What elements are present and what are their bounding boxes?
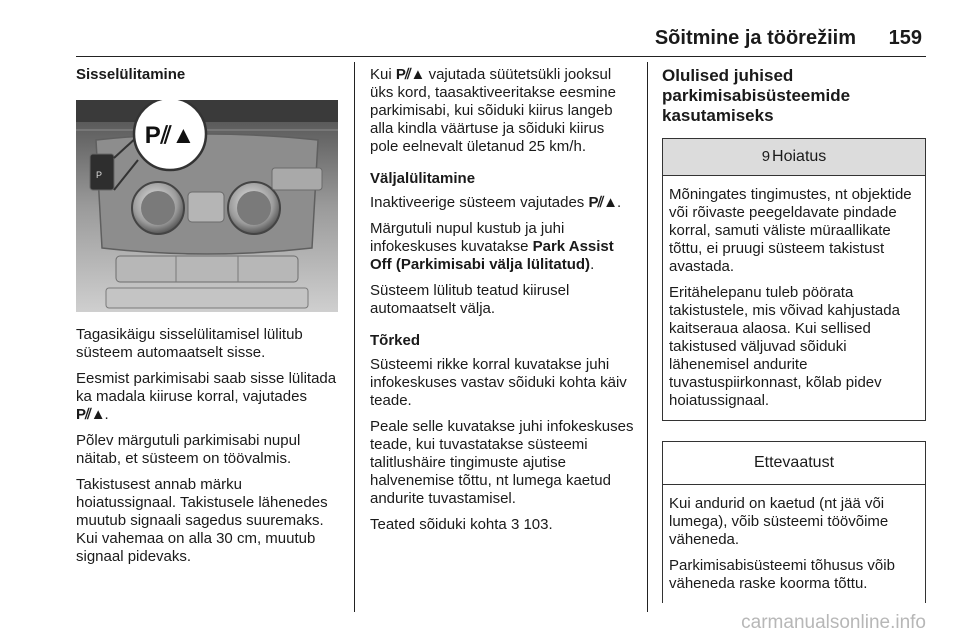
warning-triangle-icon: 9 bbox=[761, 148, 771, 165]
paragraph: Märgutuli nupul kustub ja juhi infokeskuses kuvatakse Park Assist Off (Parkimisabi välja lülitatud). bbox=[370, 220, 614, 273]
paragraph: Parkimisabisüsteemi tõhusus võib väheneda raske koorma tõttu. bbox=[669, 557, 895, 592]
svg-text:P: P bbox=[96, 170, 103, 180]
paragraph: Süsteem lülitub teatud kiirusel automaatselt välja. bbox=[370, 282, 570, 317]
section-heading-faults: Tõrked bbox=[370, 332, 421, 349]
paragraph: Kui P⫽▲ vajutada süütetsükli jooksul üks kord, taasaktiveeritakse eesmine parkimisabi, kui sõiduki kiirus langeb alla kindla väärtuse ja sõiduki kiirus pole eelnevalt ületanud 25 km/h. bbox=[370, 66, 616, 155]
figure-callout-label: P⫽▲ bbox=[144, 122, 196, 149]
paragraph: Teated sõiduki kohta 3 103. bbox=[370, 516, 553, 533]
warning-box bbox=[662, 138, 926, 421]
parking-assist-icon: P⫽▲ bbox=[76, 406, 105, 423]
header-divider bbox=[76, 56, 926, 57]
chapter-title: Sõitmine ja töörežiim bbox=[654, 27, 856, 49]
section-heading-important-notes: Olulised juhised parkimisabisüsteemide kasutamiseks bbox=[662, 66, 851, 125]
column-divider-2 bbox=[647, 62, 648, 612]
column-divider-1 bbox=[354, 62, 355, 612]
caution-box bbox=[662, 441, 926, 603]
parking-assist-icon: P⫽▲ bbox=[395, 66, 425, 83]
section-heading-activation: Sisselülitamine bbox=[76, 66, 186, 83]
paragraph: Peale selle kuvatakse juhi infokeskuses teade, kui tuvastatakse süsteemi talitlushäire tingimuste ajutise halvenemise tõttu, nt lumega kaetud andurite tuvastamisel. bbox=[370, 418, 634, 507]
paragraph: Põlev märgutuli parkimisabi nupul näitab, et süsteem on töövalmis. bbox=[76, 432, 301, 467]
column-3 bbox=[662, 66, 926, 623]
caution-box-title: Ettevaatust bbox=[663, 442, 925, 485]
page-reference-link[interactable]: 103. bbox=[519, 516, 553, 533]
paragraph: Tagasikäigu sisselülitamisel lülitub süsteem automaatselt sisse. bbox=[76, 326, 303, 361]
column-2 bbox=[370, 66, 634, 542]
paragraph: Kui andurid on kaetud (nt jää või lumega), võib süsteemi töövõime väheneda. bbox=[669, 495, 889, 548]
page-header bbox=[76, 24, 926, 50]
paragraph: Mõningates tingimustes, nt objektide või rõivaste peegeldavate pindade korral, samuti väliste müraallikate tõttu, ei pruugi süsteem takistust avastada. bbox=[669, 186, 912, 275]
paragraph: Eesmist parkimisabi saab sisse lülitada ka madala kiiruse korral, vajutades P⫽▲. bbox=[76, 370, 337, 423]
reference-arrow-icon[interactable]: 3 bbox=[510, 516, 520, 533]
paragraph: Süsteemi rikke korral kuvatakse juhi infokeskuses vastav sõiduki kohta käiv teade. bbox=[370, 356, 627, 409]
console-illustration bbox=[76, 100, 338, 312]
page-number: 159 bbox=[888, 27, 922, 49]
paragraph: Eritähelepanu tuleb pöörata takistustele, mis võivad kahjustada kaitseraua alaosa. Kui sellised takistused väljuvad sõiduki lähenemisel andurite tuvastuspiirkonnast, kõlab pidev hoiatussignaal. bbox=[669, 284, 900, 409]
section-heading-deactivation: Väljalülitamine bbox=[370, 170, 476, 187]
paragraph: Inaktiveerige süsteem vajutades P⫽▲. bbox=[370, 194, 622, 211]
paragraph: Takistusest annab märku hoiatussignaal. Takistusele lähenedes muutub signaali sagedus suuremaks. Kui vahemaa on alla 30 cm, muutub signaal pidevaks. bbox=[76, 476, 328, 565]
parking-assist-icon: P⫽▲ bbox=[588, 194, 617, 211]
watermark: carmanualsonline.info bbox=[741, 612, 926, 633]
column-1 bbox=[76, 66, 338, 574]
warning-box-title: 9 Hoiatus bbox=[663, 139, 925, 176]
